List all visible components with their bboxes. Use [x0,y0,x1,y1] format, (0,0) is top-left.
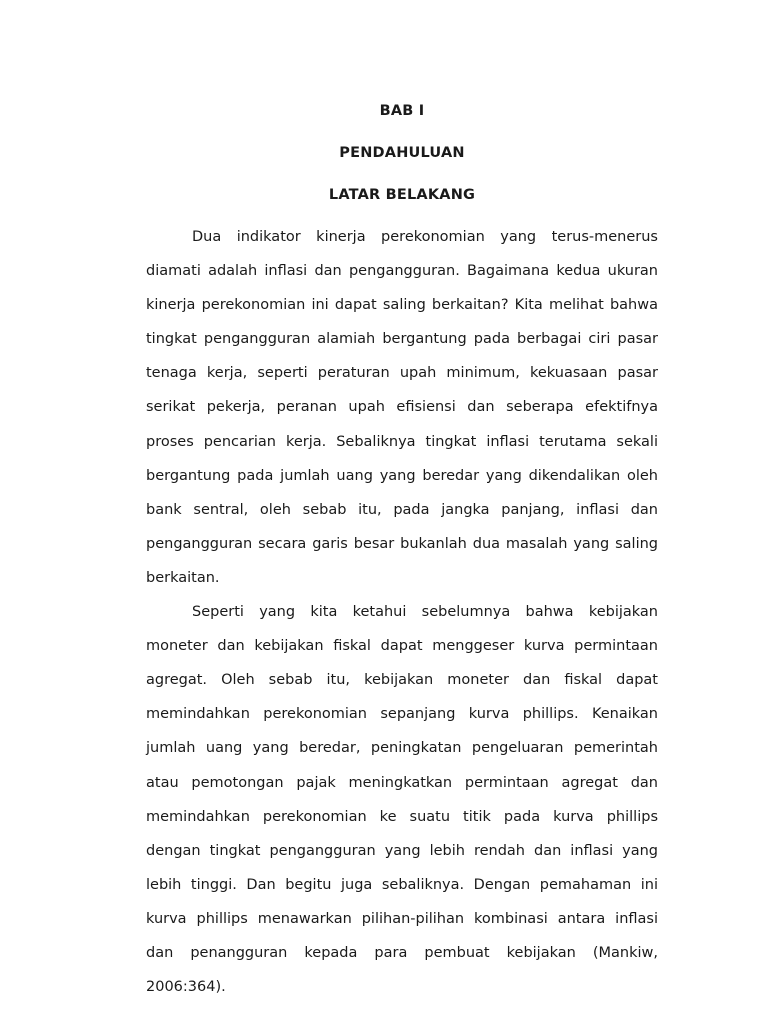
chapter-heading: BAB I [379,103,425,119]
body-paragraph: Dua indikator kinerja perekonomian yang terus-menerus diamati adalah inflasi dan pengangguran. Bagaimana kedua ukuran kinerja perekonomian ini dapat saling berkaitan? Kita melihat bahwa tingkat pengangguran alamiah bergantung pada berbagai ciri pasar tenaga kerja, seperti peraturan upah minimum, kekuasaan pasar serikat pekerja, peranan upah efisiensi dan seberapa efektifnya proses pencarian kerja. Sebaliknya tingkat inflasi terutama sekali bergantung pada jumlah uang yang beredar yang dikendalikan oleh bank sentral, oleh sebab itu, pada jangka panjang, inflasi dan pengangguran secara garis besar bukanlah dua masalah yang saling berkaitan. [146,229,658,586]
chapter-title: PENDAHULUAN [339,145,465,161]
section-title: LATAR BELAKANG [328,187,476,203]
body-paragraph: Seperti yang kita ketahui sebelumnya bahwa kebijakan moneter dan kebijakan fiskal dapat menggeser kurva permintaan agregat. Oleh sebab itu, kebijakan moneter dan fiskal dapat memindahkan perekonomian sepanjang kurva phillips. Kenaikan jumlah uang yang beredar, peningkatan pengeluaran pemerintah atau pemotongan pajak meningkatkan permintaan agregat dan memindahkan perekonomian ke suatu titik pada kurva phillips dengan tingkat pengangguran yang lebih rendah dan inflasi yang lebih tinggi. Dan begitu juga sebaliknya. Dengan pemahaman ini kurva phillips menawarkan pilihan-pilihan kombinasi antara inflasi dan penangguran kepada para pembuat kebijakan (Mankiw, 2006:364). [146,604,658,996]
document-page [146,96,658,1004]
